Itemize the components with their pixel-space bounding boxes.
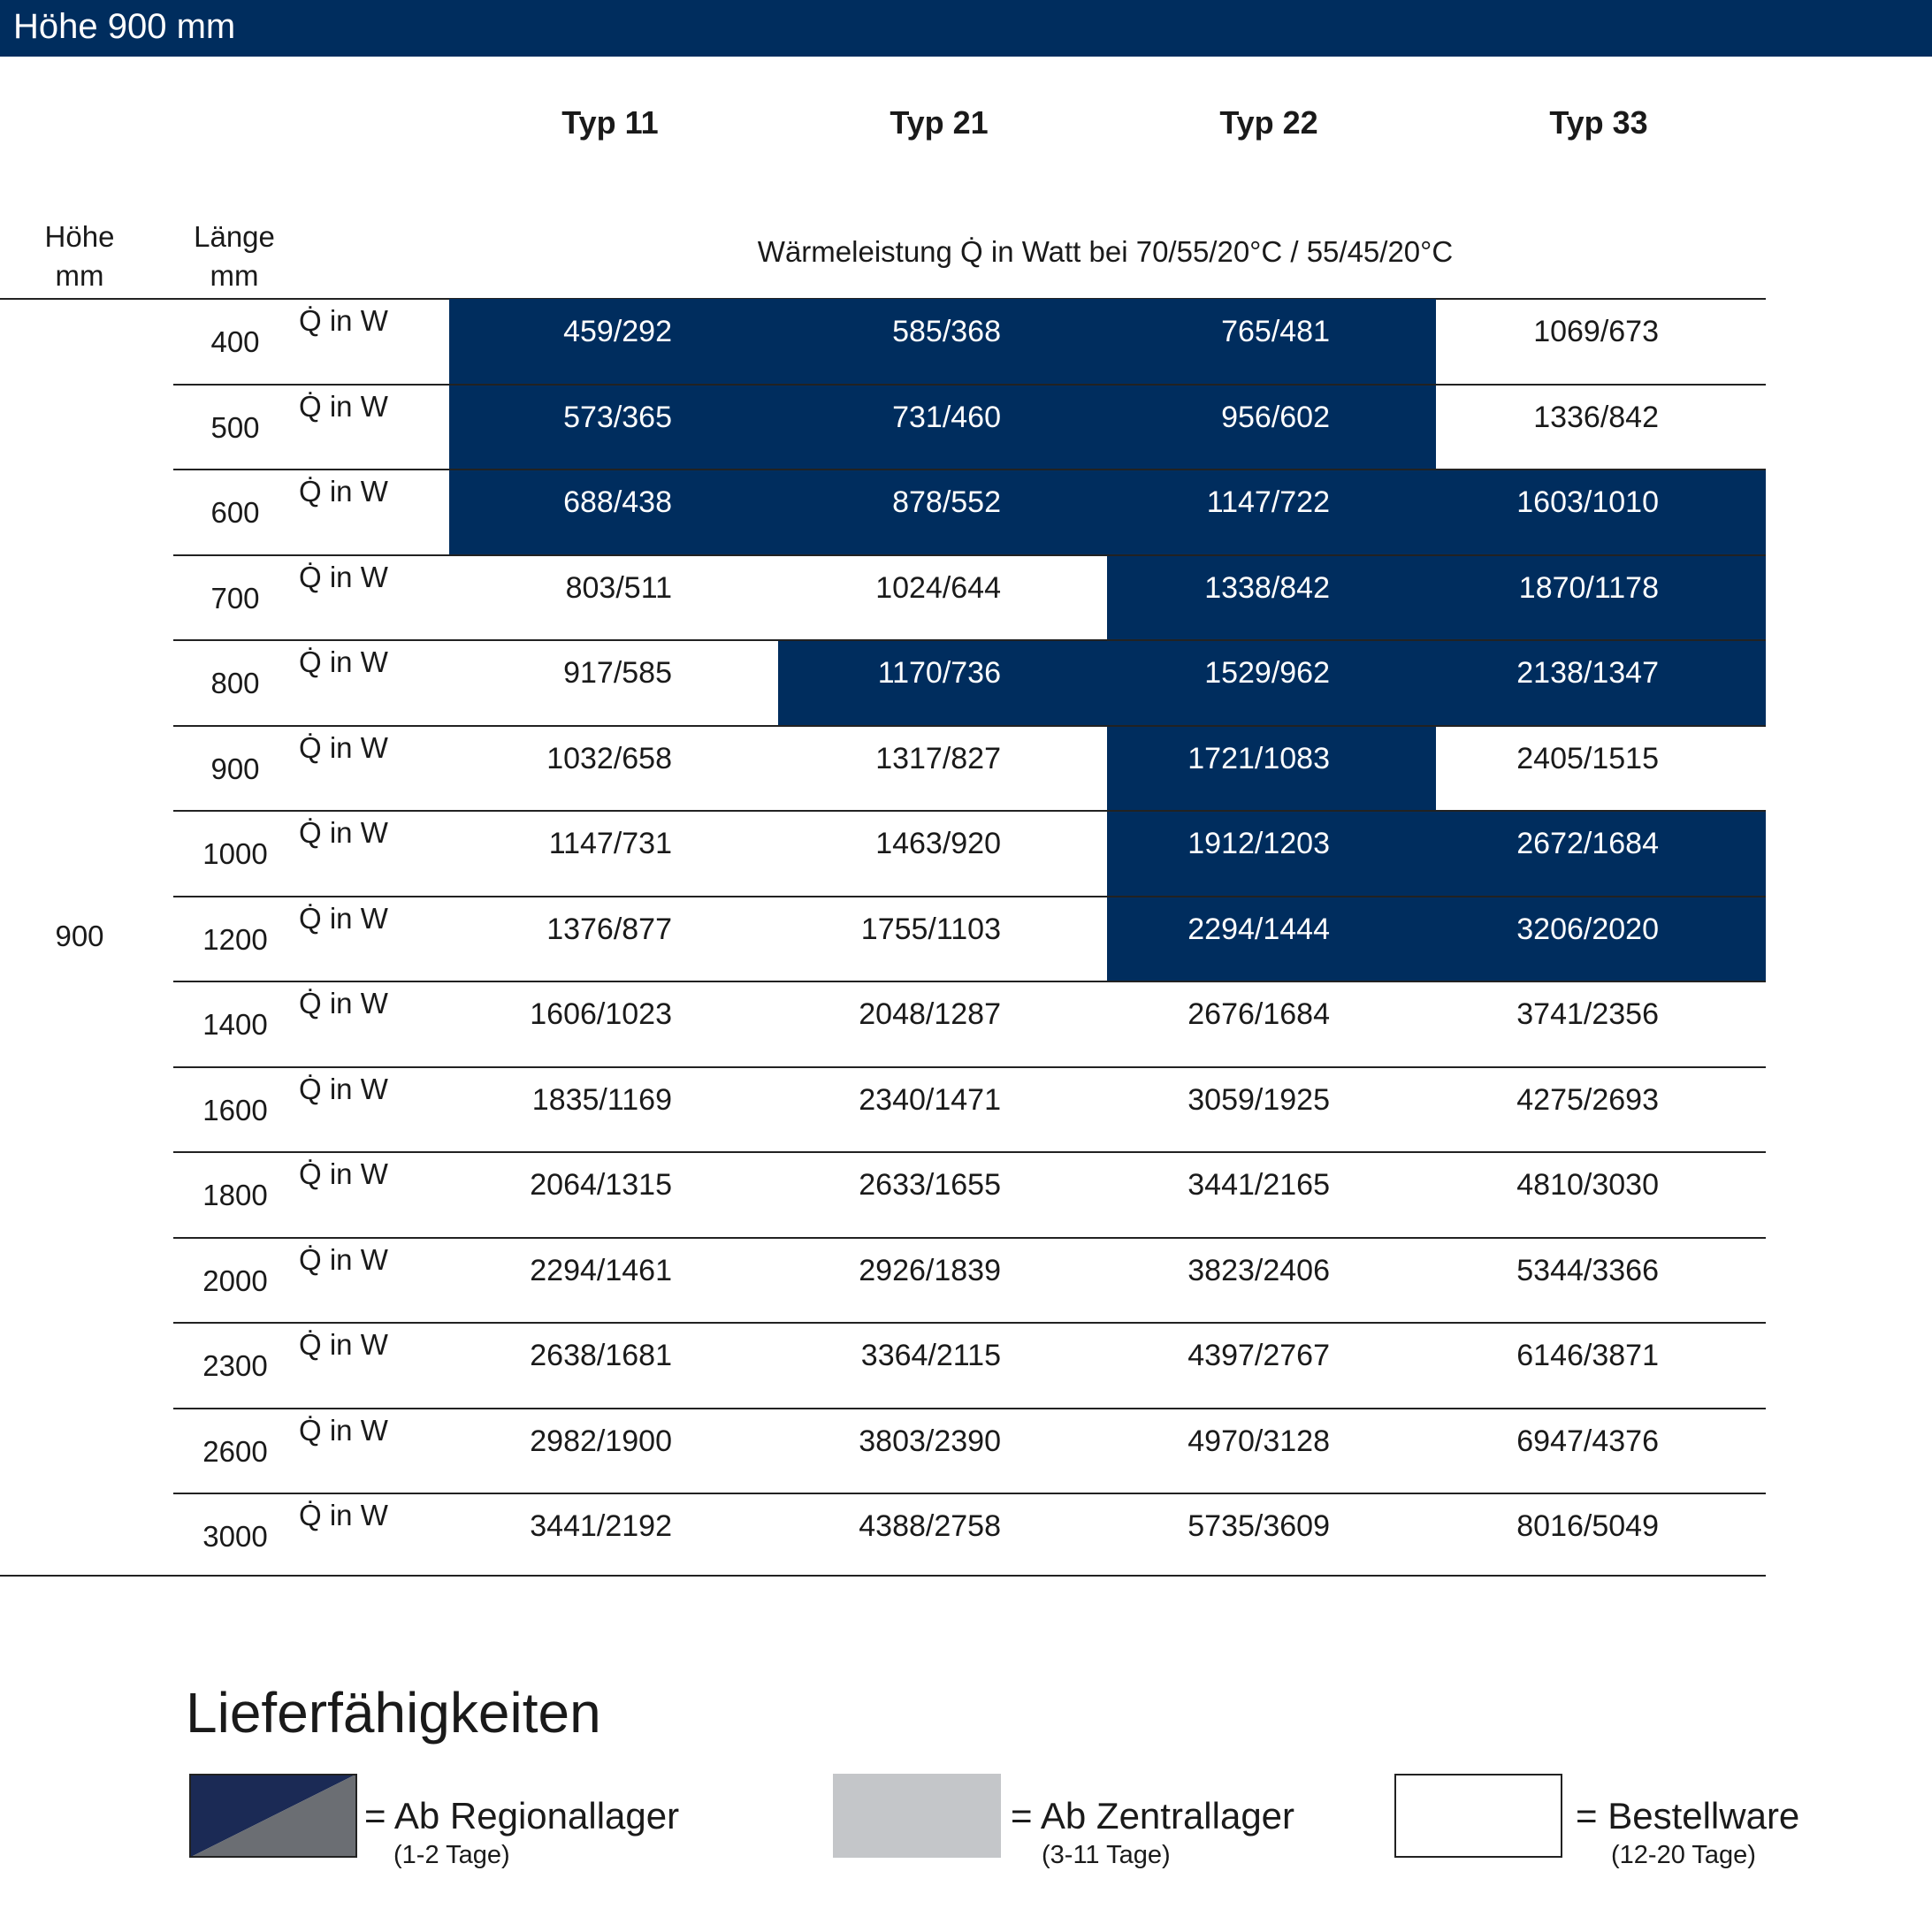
value-text: 1069/673 bbox=[1533, 315, 1659, 348]
value-text: 2405/1515 bbox=[1516, 741, 1659, 775]
value-text: 1032/658 bbox=[546, 741, 672, 775]
type-header-33: Typ 33 bbox=[1549, 104, 1648, 141]
legend-label-bestell: = Bestellware bbox=[1576, 1795, 1800, 1837]
value-text: 1170/736 bbox=[877, 656, 1001, 690]
laenge-value: 400 bbox=[210, 325, 260, 358]
q-unit-label: Q̇ in W bbox=[299, 304, 388, 337]
value-cell bbox=[778, 811, 1107, 897]
value-text: 573/365 bbox=[563, 400, 672, 434]
value-text: 1317/827 bbox=[875, 741, 1001, 775]
value-cell bbox=[778, 981, 1107, 1067]
q-unit-label: Q̇ in W bbox=[299, 730, 388, 764]
value-text: 2672/1684 bbox=[1516, 827, 1659, 860]
value-cell bbox=[449, 1409, 778, 1494]
q-unit-label: Q̇ in W bbox=[299, 901, 388, 935]
laenge-value: 1000 bbox=[202, 837, 268, 870]
value-text: 917/585 bbox=[563, 656, 672, 690]
page-title: Höhe 900 mm bbox=[0, 0, 1932, 57]
value-cell bbox=[1436, 726, 1766, 812]
value-text: 3206/2020 bbox=[1516, 912, 1659, 946]
value-cell bbox=[1436, 811, 1766, 897]
value-cell bbox=[1436, 1409, 1766, 1494]
q-unit-label: Q̇ in W bbox=[299, 1242, 388, 1276]
value-text: 2982/1900 bbox=[530, 1424, 672, 1458]
type-header-21: Typ 21 bbox=[890, 104, 989, 141]
value-text: 2294/1461 bbox=[530, 1253, 672, 1287]
legend-swatch-regional bbox=[189, 1774, 357, 1858]
value-text: 1376/877 bbox=[546, 912, 672, 946]
value-text: 878/552 bbox=[892, 485, 1001, 519]
q-unit-label: Q̇ in W bbox=[299, 1157, 388, 1190]
laenge-value: 2000 bbox=[202, 1264, 268, 1297]
laenge-header bbox=[177, 218, 292, 295]
q-unit-label: Q̇ in W bbox=[299, 389, 388, 423]
value-cell bbox=[1436, 981, 1766, 1067]
legend-swatch-bestell bbox=[1394, 1774, 1562, 1858]
value-cell bbox=[1436, 385, 1766, 470]
value-text: 6947/4376 bbox=[1516, 1424, 1659, 1458]
value-text: 2676/1684 bbox=[1187, 997, 1330, 1031]
value-cell bbox=[778, 1067, 1107, 1153]
legend-swatch-zentral bbox=[833, 1774, 1001, 1858]
laenge-value: 3000 bbox=[202, 1520, 268, 1553]
value-cell bbox=[1436, 1493, 1766, 1579]
value-text: 688/438 bbox=[563, 485, 672, 519]
laenge-value: 1600 bbox=[202, 1093, 268, 1126]
value-cell bbox=[449, 470, 778, 555]
value-cell bbox=[778, 1152, 1107, 1238]
value-cell bbox=[778, 385, 1107, 470]
value-cell bbox=[449, 385, 778, 470]
value-cell bbox=[449, 1493, 778, 1579]
value-text: 1147/722 bbox=[1206, 485, 1330, 519]
value-cell bbox=[1107, 726, 1436, 812]
value-cell bbox=[1436, 1067, 1766, 1153]
laenge-value: 1400 bbox=[202, 1008, 268, 1041]
value-cell bbox=[778, 1238, 1107, 1324]
value-cell bbox=[449, 1152, 778, 1238]
value-text: 2926/1839 bbox=[859, 1253, 1001, 1287]
value-cell bbox=[449, 1067, 778, 1153]
value-cell bbox=[778, 470, 1107, 555]
value-cell bbox=[1436, 897, 1766, 982]
value-text: 4810/3030 bbox=[1516, 1168, 1659, 1202]
value-cell bbox=[778, 299, 1107, 385]
value-cell bbox=[1107, 385, 1436, 470]
value-cell bbox=[1107, 1323, 1436, 1409]
row-divider bbox=[173, 1493, 1766, 1494]
value-cell bbox=[1107, 299, 1436, 385]
value-cell bbox=[1107, 1238, 1436, 1324]
value-cell bbox=[1107, 1152, 1436, 1238]
hoehe-header-label: Höhe bbox=[44, 220, 115, 253]
value-text: 3364/2115 bbox=[860, 1339, 1001, 1372]
laenge-value: 900 bbox=[210, 752, 260, 785]
q-unit-label: Q̇ in W bbox=[299, 560, 388, 593]
value-cell bbox=[449, 897, 778, 982]
value-text: 2633/1655 bbox=[859, 1168, 1001, 1202]
value-text: 3823/2406 bbox=[1187, 1253, 1330, 1287]
row-divider bbox=[173, 1237, 1766, 1239]
laenge-value: 700 bbox=[210, 581, 260, 615]
q-unit-label: Q̇ in W bbox=[299, 1072, 388, 1105]
q-unit-label: Q̇ in W bbox=[299, 475, 388, 508]
row-divider bbox=[173, 810, 1766, 812]
value-text: 1912/1203 bbox=[1187, 827, 1330, 860]
laenge-value: 1200 bbox=[202, 922, 268, 956]
row-divider bbox=[173, 1322, 1766, 1324]
value-text: 1603/1010 bbox=[1516, 485, 1659, 519]
value-cell bbox=[1436, 470, 1766, 555]
value-cell bbox=[778, 555, 1107, 641]
hoehe-header bbox=[27, 218, 133, 295]
value-cell bbox=[1436, 640, 1766, 726]
row-divider bbox=[173, 469, 1766, 470]
value-text: 3741/2356 bbox=[1516, 997, 1659, 1031]
value-text: 731/460 bbox=[892, 400, 1001, 434]
row-divider bbox=[173, 1408, 1766, 1409]
value-cell bbox=[1107, 1493, 1436, 1579]
value-text: 459/292 bbox=[563, 315, 672, 348]
footer-rule bbox=[0, 1575, 1766, 1577]
value-text: 1463/920 bbox=[875, 827, 1001, 860]
laenge-value: 2300 bbox=[202, 1349, 268, 1382]
value-text: 1835/1169 bbox=[531, 1082, 672, 1117]
value-cell bbox=[449, 555, 778, 641]
value-text: 1529/962 bbox=[1204, 656, 1330, 690]
value-text: 8016/5049 bbox=[1516, 1509, 1659, 1543]
value-text: 2064/1315 bbox=[530, 1168, 672, 1202]
value-text: 1870/1178 bbox=[1518, 570, 1659, 605]
value-cell bbox=[1107, 555, 1436, 641]
value-cell bbox=[1107, 470, 1436, 555]
q-unit-label: Q̇ in W bbox=[299, 1499, 388, 1531]
value-text: 4970/3128 bbox=[1187, 1424, 1330, 1458]
value-text: 1606/1023 bbox=[530, 997, 672, 1031]
row-divider bbox=[173, 1151, 1766, 1153]
value-text: 4397/2767 bbox=[1187, 1339, 1330, 1372]
legend-label-zentral: = Ab Zentrallager bbox=[1011, 1795, 1295, 1837]
laenge-header-label: Länge bbox=[194, 220, 275, 253]
laenge-value: 2600 bbox=[202, 1434, 268, 1468]
value-text: 956/602 bbox=[1221, 400, 1330, 434]
value-cell bbox=[1107, 1067, 1436, 1153]
value-cell bbox=[778, 1323, 1107, 1409]
value-text: 803/511 bbox=[565, 570, 672, 605]
value-text: 2294/1444 bbox=[1187, 912, 1330, 946]
row-divider bbox=[173, 554, 1766, 556]
laenge-header-unit: mm bbox=[210, 259, 259, 292]
value-cell bbox=[449, 811, 778, 897]
value-cell bbox=[778, 1493, 1107, 1579]
value-text: 2138/1347 bbox=[1516, 656, 1659, 690]
value-cell bbox=[1436, 299, 1766, 385]
value-cell bbox=[449, 981, 778, 1067]
row-divider bbox=[173, 384, 1766, 386]
value-text: 585/368 bbox=[892, 315, 1001, 348]
value-cell bbox=[1436, 555, 1766, 641]
row-divider bbox=[173, 896, 1766, 897]
row-divider bbox=[173, 725, 1766, 727]
value-cell bbox=[1107, 981, 1436, 1067]
value-text: 1147/731 bbox=[548, 827, 672, 860]
value-text: 5735/3609 bbox=[1187, 1509, 1330, 1543]
value-cell bbox=[1436, 1238, 1766, 1324]
value-text: 1336/842 bbox=[1533, 400, 1659, 434]
value-cell bbox=[449, 640, 778, 726]
value-cell bbox=[778, 640, 1107, 726]
value-text: 2048/1287 bbox=[859, 997, 1001, 1031]
value-cell bbox=[1107, 1409, 1436, 1494]
value-cell bbox=[1436, 1152, 1766, 1238]
laenge-value: 500 bbox=[210, 410, 260, 444]
value-cell bbox=[1107, 640, 1436, 726]
value-text: 3441/2165 bbox=[1187, 1168, 1330, 1202]
legend-sub-bestell: (12-20 Tage) bbox=[1611, 1841, 1756, 1869]
value-text: 5344/3366 bbox=[1516, 1253, 1659, 1287]
value-text: 3441/2192 bbox=[530, 1509, 672, 1543]
value-text: 6146/3871 bbox=[1516, 1339, 1659, 1372]
legend-title: Lieferfähigkeiten bbox=[186, 1681, 601, 1745]
q-unit-label: Q̇ in W bbox=[299, 987, 388, 1019]
value-text: 2340/1471 bbox=[859, 1082, 1001, 1117]
value-cell bbox=[449, 726, 778, 812]
value-cell bbox=[449, 1238, 778, 1324]
hoehe-value: 900 bbox=[55, 920, 104, 952]
value-text: 3803/2390 bbox=[859, 1424, 1001, 1458]
legend-sub-zentral: (3-11 Tage) bbox=[1042, 1841, 1171, 1869]
value-text: 4275/2693 bbox=[1516, 1082, 1659, 1117]
legend-label-regional: = Ab Regionallager bbox=[364, 1795, 680, 1837]
q-unit-label: Q̇ in W bbox=[299, 1328, 388, 1361]
value-cell bbox=[449, 1323, 778, 1409]
laenge-value: 800 bbox=[210, 667, 260, 699]
value-text: 1721/1083 bbox=[1187, 741, 1330, 775]
unit-header: Wärmeleistung Q̇ in Watt bei 70/55/20°C / 55/45/20°C bbox=[757, 235, 1454, 268]
value-text: 765/481 bbox=[1221, 315, 1330, 348]
regional-swatch-icon bbox=[189, 1774, 357, 1858]
value-cell bbox=[1436, 1323, 1766, 1409]
value-cell bbox=[778, 1409, 1107, 1494]
q-unit-label: Q̇ in W bbox=[299, 816, 388, 849]
legend-sub-regional: (1-2 Tage) bbox=[393, 1841, 510, 1869]
value-cell bbox=[778, 897, 1107, 982]
value-cell bbox=[1107, 897, 1436, 982]
row-divider bbox=[173, 1066, 1766, 1068]
value-cell bbox=[449, 299, 778, 385]
row-divider bbox=[173, 981, 1766, 982]
row-divider bbox=[173, 639, 1766, 641]
value-cell bbox=[778, 726, 1107, 812]
value-text: 1024/644 bbox=[875, 570, 1001, 605]
value-text: 1338/842 bbox=[1204, 570, 1330, 605]
type-header-11: Typ 11 bbox=[561, 104, 659, 141]
value-text: 3059/1925 bbox=[1187, 1082, 1330, 1117]
value-text: 1755/1103 bbox=[860, 912, 1001, 946]
hoehe-header-unit: mm bbox=[55, 259, 104, 292]
type-header-22: Typ 22 bbox=[1219, 104, 1318, 141]
value-cell bbox=[1107, 811, 1436, 897]
value-text: 4388/2758 bbox=[859, 1509, 1001, 1543]
laenge-value: 1800 bbox=[202, 1179, 268, 1211]
value-text: 2638/1681 bbox=[530, 1339, 672, 1372]
q-unit-label: Q̇ in W bbox=[299, 645, 388, 678]
q-unit-label: Q̇ in W bbox=[299, 1413, 388, 1447]
laenge-value: 600 bbox=[210, 496, 260, 529]
